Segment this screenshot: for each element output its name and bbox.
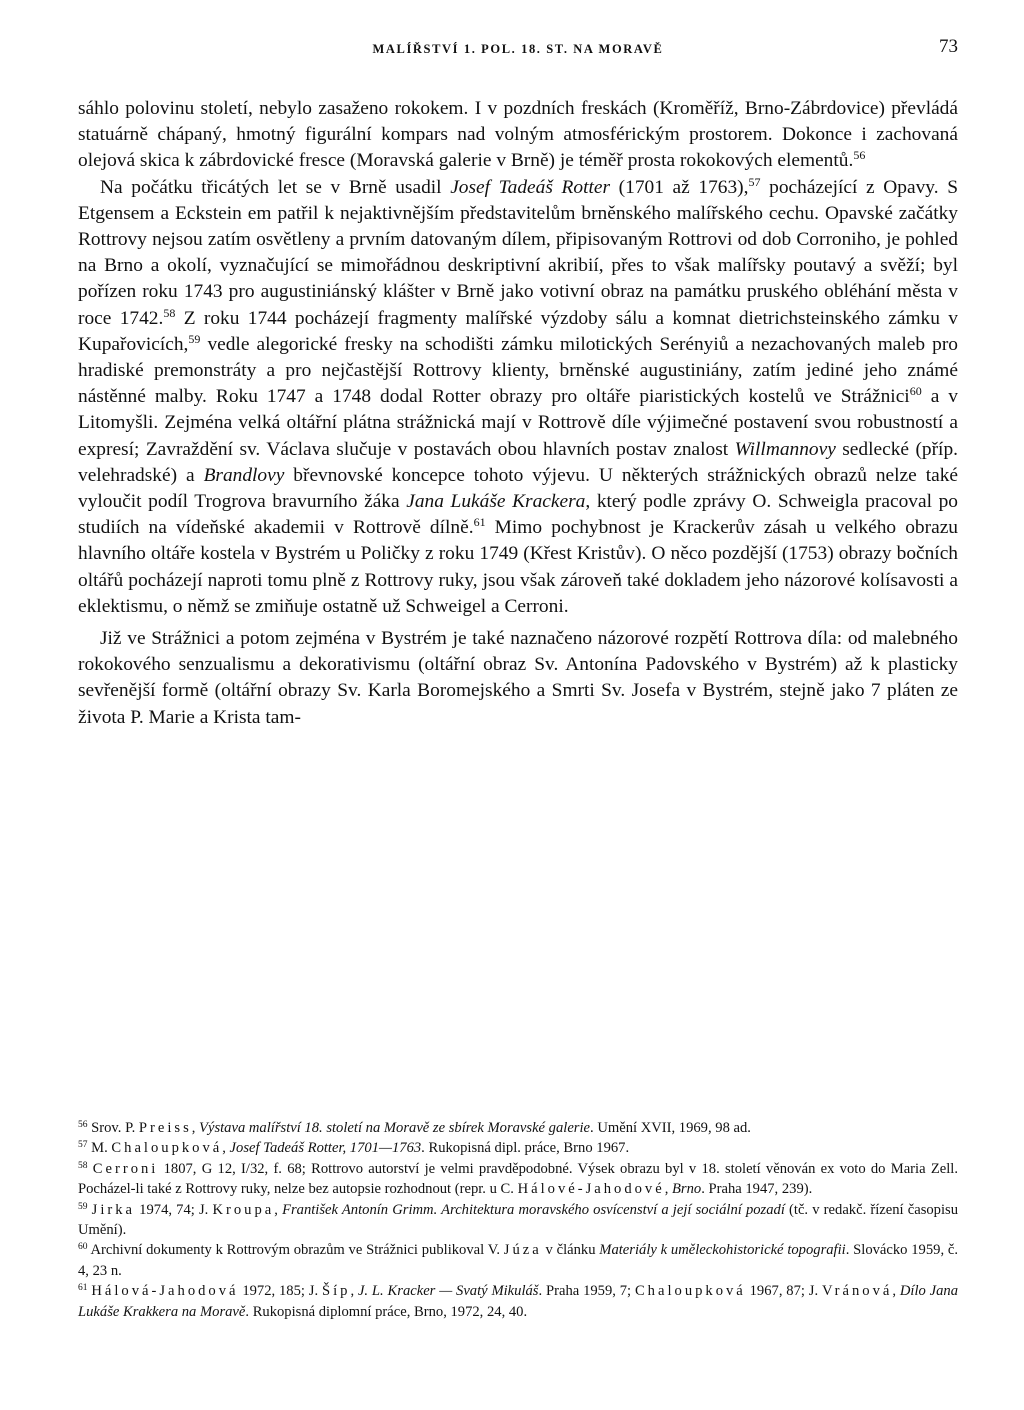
text-run: a v Litomyšli. Zejména velká oltářní plátna strážnická mají v Rottrově díle výjimečné postavení svou robustností a expresí; Zavraždění sv. Václava slučuje v postavách obou hlavních postav znalost xyxy=(78,386,958,460)
footnote xyxy=(78,1200,958,1241)
text-run: 1807, G 12, I/32, f. 68; Rottrovo autorství je velmi pravděpodobné. Výsek obrazu byl v 18. století věnován ex voto do Maria Zell. Pocházel-li také z Rottrovy ruky, nelze bez autopsie rozhodnout (repr. u C. xyxy=(78,1160,958,1198)
footnotes xyxy=(78,1118,958,1322)
text-run: (1701 až 1763), xyxy=(610,176,749,198)
italic-text: Jana Lukáše Krackera xyxy=(406,491,586,513)
author-name: Júza xyxy=(503,1242,542,1259)
footnote-ref: 59 xyxy=(78,1201,88,1212)
italic-text: Willmannovy xyxy=(734,438,836,460)
text-run: v článku xyxy=(541,1242,600,1259)
text-run: (tč. v redakč. řízení časopisu Umění). xyxy=(78,1201,959,1239)
text-run: 1972, 185; J. xyxy=(238,1283,322,1300)
author-name: Chaloupková xyxy=(634,1283,746,1300)
footnote-ref: 56 xyxy=(853,148,866,163)
footnote-ref: 61 xyxy=(78,1283,88,1294)
text-run: 1967, 87; J. xyxy=(745,1283,822,1300)
text-run: , xyxy=(191,1120,200,1136)
page-number: 73 xyxy=(939,36,958,57)
text-run: sáhlo polovinu století, nebylo zasaženo rokokem. I v pozdních freskách (Kroměříž, Brno-Zábrdovice) převládá statuárně chápaný, hmotný figurální kompars nad volným atmosférickým prostorem. Dokonce i zachovaná olejová skica k zábrdovické fresce (Moravská galerie v Brně) je téměř prosta rokokových elementů. xyxy=(78,98,958,172)
paragraph xyxy=(78,96,958,175)
footnote xyxy=(78,1118,958,1138)
text-run: , xyxy=(664,1181,672,1198)
text-run: . Praha 1959, 7; xyxy=(538,1283,635,1300)
page-header xyxy=(78,36,958,60)
text-run: 1974, 74; J. xyxy=(135,1201,213,1218)
footnote-ref: 57 xyxy=(78,1140,88,1151)
footnote-ref: 60 xyxy=(78,1242,88,1253)
body-text xyxy=(78,96,958,731)
text-run: vedle alegorické fresky na schodišti zámku milotických Serényiů a nezachovaných maleb pro hradiské premonstráty a pro nejčastější Rottrovy klienty, brněnské augustiniány, zatím jediné jeho známé nástěnné malby. Roku 1747 a 1748 dodal Rotter obrazy pro oltáře piaristických kostelů ve Strážnici xyxy=(78,333,958,408)
text-run: Archivní dokumenty k Rottrovým obrazům ve Strážnici publikoval V. xyxy=(87,1242,504,1259)
text-run: Již ve Strážnici a potom zejména v Bystrém je také naznačeno názorové rozpětí Rottrova díla: od malebného rokokového senzualismu a dekorativismu (oltářní obraz Sv. Antonína Padovského v Bystrém) až k plasticky sevřenější formě (oltářní obrazy Sv. Karla Boromejského a Smrti Sv. Josefa v Bystrém, stejně jako 7 pláten ze života P. Marie a Krista tam- xyxy=(78,628,958,728)
footnote xyxy=(78,1240,958,1281)
footnote xyxy=(78,1159,958,1200)
italic-text: Brandlovy xyxy=(203,464,285,486)
italic-text: Josef Tadeáš Rotter xyxy=(450,176,611,198)
text-run: . Rukopisná dipl. práce, Brno 1967. xyxy=(421,1140,630,1157)
text-run: , xyxy=(222,1140,230,1157)
footnote-ref: 58 xyxy=(78,1160,88,1171)
text-run: . Umění XVII, 1969, 98 ad. xyxy=(590,1120,751,1136)
author-name: Hálové-Jahodové xyxy=(517,1181,665,1198)
text-run: Z roku 1744 pocházejí fragmenty malířské výzdoby sálu a komnat dietrichsteinského zámku v Kupařovicích, xyxy=(78,307,958,355)
text-run: Srov. P. xyxy=(87,1120,139,1136)
running-head: MALÍŘSTVÍ 1. POL. 18. ST. NA MORAVĚ xyxy=(372,42,664,56)
footnote xyxy=(78,1281,958,1322)
footnote xyxy=(78,1138,958,1158)
author-name: Jirka xyxy=(91,1201,136,1218)
paragraph xyxy=(78,626,958,731)
author-name: Chaloupková xyxy=(111,1140,223,1157)
text-run: břevnovské koncepce tohoto výjevu. U některých strážnických obrazů nelze také vyloučit podíl Trogrova bravurního žáka xyxy=(78,464,958,513)
text-run: pocházející z Opavy. S Etgensem a Eckstein em patřil k nejaktivnějším představitelům brněnského malířského cechu. Opavské začátky Rottrovy nejsou zatím osvětleny a prvním datovaným dílem, připisovaným Rottrovi od dob Corroniho, je pohled na Brno a okolí, vyznačující se mimořádnou deskriptivní akribií, přes to však malířsky poutavý a svěží; byl pořízen roku 1743 pro augustiniánský klášter v Brně jako votivní obraz na památku pruského obléhání města v roce 1742. xyxy=(78,176,959,329)
text-run: M. xyxy=(87,1140,112,1157)
text-run: sedlecké (příp. velehradské) a xyxy=(78,438,958,486)
footnote-ref: 60 xyxy=(909,384,922,399)
author-name: Vránová xyxy=(821,1283,893,1300)
author-name: Cerroni xyxy=(92,1160,159,1177)
text-run: , který podle zprávy O. Schweigla pracoval po studiích na vídeňské akademii v Rottrově dílně. xyxy=(78,491,958,539)
italic-text: Výstava malířství 18. století na Moravě ze sbírek Moravské galerie xyxy=(199,1120,591,1136)
author-name: Hálová-Jahodová xyxy=(91,1283,239,1300)
italic-text: Dílo Jana Lukáše Krakkera na Moravě xyxy=(78,1283,959,1320)
text-run: Mimo pochybnost je Krackerův zásah u velkého obrazu hlavního oltáře kostela v Bystrém u Poličky z roku 1749 (Křest Kristův). O něco pozdější (1753) obrazy bočních oltářů pocházejí naproti tomu plně z Rottrovy ruky, jsou však zároveň také dokladem jeho názorové kolísavosti a eklektismu, o němž se zmiňuje ostatně už Schweigel a Cerroni. xyxy=(78,517,958,617)
text-run: Na počátku třicátých let se v Brně usadil xyxy=(100,176,451,198)
italic-text: Materiály k uměleckohistorické topografii xyxy=(599,1242,846,1259)
italic-text: František Antonín Grimm. Architektura moravského osvícenství a její sociální pozadí xyxy=(282,1201,785,1218)
footnote-ref: 59 xyxy=(188,331,201,346)
text-run: . Rukopisná diplomní práce, Brno, 1972, 24, 40. xyxy=(245,1303,528,1320)
italic-text: Brno xyxy=(672,1181,702,1198)
text-run: . Praha 1947, 239). xyxy=(701,1181,813,1198)
footnote-ref: 57 xyxy=(748,174,761,189)
text-run: , xyxy=(350,1283,358,1300)
author-name: Preiss xyxy=(138,1120,192,1136)
italic-text: J. L. Kracker — Svatý Mikuláš xyxy=(357,1283,539,1300)
text-run: , xyxy=(274,1201,283,1218)
italic-text: Josef Tadeáš Rotter, 1701—1763 xyxy=(229,1140,422,1157)
footnote-ref: 56 xyxy=(78,1120,88,1130)
text-run: . Slovácko 1959, č. 4, 23 n. xyxy=(78,1242,958,1279)
footnote-ref: 58 xyxy=(163,305,176,320)
text-run: , xyxy=(892,1283,900,1300)
footnote-ref: 61 xyxy=(473,515,486,530)
author-name: Šíp xyxy=(321,1283,351,1300)
paragraph xyxy=(78,175,958,620)
author-name: Kroupa xyxy=(212,1201,275,1218)
